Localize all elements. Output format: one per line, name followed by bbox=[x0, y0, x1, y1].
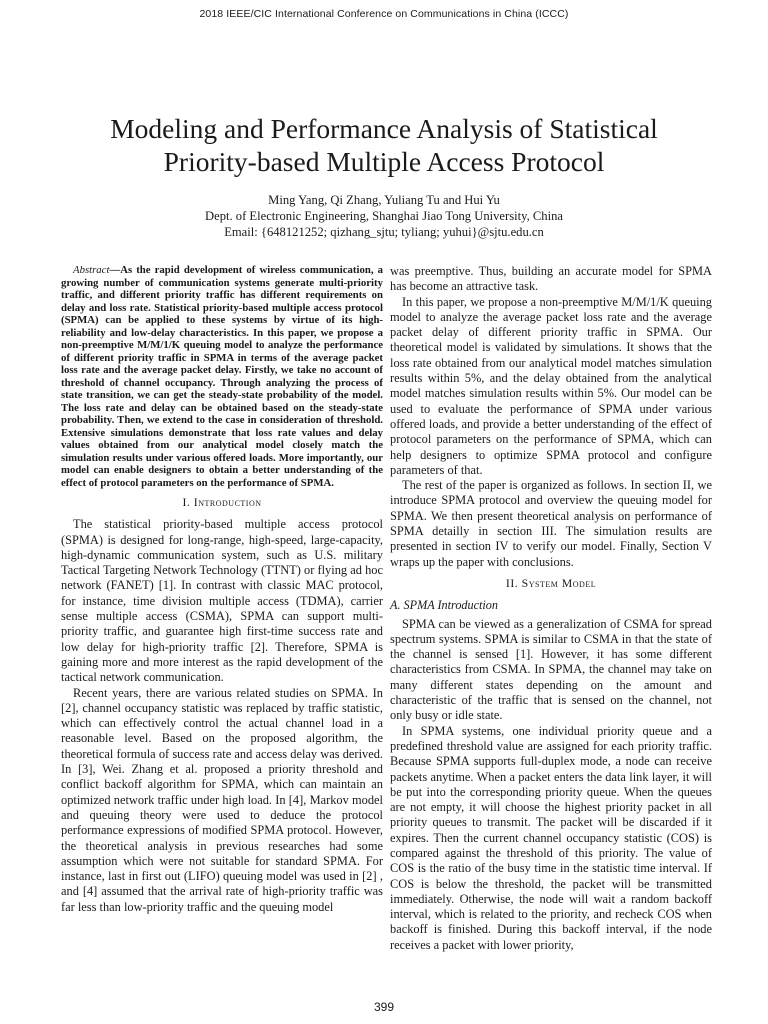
affiliation: Dept. of Electronic Engineering, Shanghai Jiao Tong University, China bbox=[205, 209, 563, 223]
author-block bbox=[40, 192, 728, 240]
organization-paragraph: The rest of the paper is organized as follows. In section II, we introduce SPMA protocol and overview the queuing model for SPMA. We then present theoretical analysis on performance of SPMA detailly in section III. The simulation results are presented in section IV to verify our model. Finally, Section V wraps up the paper with conclusions. bbox=[390, 478, 712, 569]
conference-header: 2018 IEEE/CIC International Conference on Communications in China (ICCC) bbox=[199, 8, 569, 20]
system-paragraph-2: In SPMA systems, one individual priority queue and a predefined threshold value are assigned for each priority traffic. Because SPMA supports full-duplex mode, a node can receive packets anytime. When a packet enters the data link layer, it will be put into the corresponding priority queue. When the queues are not empty, it will choose the highest priority packet in all priority queues to transmit. The packet will be discarded if it expires. Then the current channel occupancy statistic (COS) is compared against the threshold of this priority. The value of COS is the ratio of the busy time in the statistic time interval. If COS is below the threshold, the packet will be transmitted immediately. Otherwise, the node will wait a random backoff interval, which is related to the priority, and recheck COS when backoff is finished. During this backoff interval, if the node receives a packet with lower priority, bbox=[390, 723, 712, 952]
system-paragraph-1: SPMA can be viewed as a generalization of CSMA for spread spectrum systems. SPMA is similar to CSMA in that the state of the channel is sensed [1]. However, it has some different characteristics from CSMA. In SPMA, the channel may take on many different states depending on the amount and characteristic of the traffic that is sensed on the channel, not only busy or idle state. bbox=[390, 616, 712, 723]
left-column bbox=[61, 264, 383, 915]
author-names: Ming Yang, Qi Zhang, Yuliang Tu and Hui Yu bbox=[268, 193, 500, 207]
abstract-label: Abstract bbox=[73, 264, 110, 276]
subsection-heading-spma-introduction: A. SPMA Introduction bbox=[390, 598, 498, 613]
paper-title bbox=[40, 112, 728, 178]
section-heading-introduction: I. Introduction bbox=[182, 495, 262, 509]
title-line-1: Modeling and Performance Analysis of Statistical bbox=[110, 113, 658, 144]
intro-paragraph-1: The statistical priority-based multiple access protocol (SPMA) is designed for long-range, high-speed, large-capacity, high-dynamic communication system, such as U.S. military Tactical Targeting Network Technology (TTNT) or flying ad hoc network (FANET) [1]. In contrast with classic MAC protocol, for instance, time division multiple access (TDMA), carrier sense multiple access (CSMA), SPMA can support multi-priority traffic, and guarantee high first-time success rate and low delay for high-priority traffic [2]. Therefore, SPMA is gaining more and more interest as the rapid development of the tactical network communication. bbox=[61, 517, 383, 685]
contribution-paragraph: In this paper, we propose a non-preemptive M/M/1/K queuing model to analyze the average packet loss rate and the average packet delay of different priority traffic in SPMA. Our theoretical model is validated by simulations. It shows that the loss rate obtained from our analytical model matches simulation results within 5%, and the delay obtained from the analytical model matches simulation results within 5%. Our model can be used to evaluate the performance of SPMA under various offered loads, and provide a better understanding of the effect of protocol parameters on the performance of SPMA, which can help designers to optimize SPMA protocol and configure parameters of that. bbox=[390, 294, 712, 477]
title-line-2: Priority-based Multiple Access Protocol bbox=[163, 146, 605, 177]
email: Email: {648121252; qizhang_sjtu; tyliang; yuhui}@sjtu.edu.cn bbox=[224, 225, 544, 239]
abstract bbox=[61, 264, 383, 489]
abstract-text: —As the rapid development of wireless communication, a growing number of communication systems generate multi-priority traffic, and different priority traffic has different requirements on delay and loss rate. Statistical priority-based multiple access protocol (SPMA) can be applied to these systems by virtue of its high-reliability and low-delay characteristics. In this paper, we propose a non-preemptive M/M/1/K queuing model to analyze the performance of different priority traffic in SPMA in terms of the average packet loss rate and the average packet delay. Firstly, we take no account of threshold of channel occupancy. Through analyzing the process of state transition, we can get the steady-state probability of the model. The loss rate and delay can be obtained based on the steady-state probability. Then, we extend to the case in consideration of threshold. Extensive simulations demonstrate that loss rate values and delay values obtained from our analytical model closely match the simulation results under various offered loads. More importantly, our model can enable designers to obtain a better understanding of the effect of protocol parameters on the performance of SPMA. bbox=[61, 264, 383, 489]
section-heading-system-model: II. System Model bbox=[505, 575, 597, 590]
page-number: 399 bbox=[373, 1000, 395, 1014]
intro-paragraph-2: Recent years, there are various related studies on SPMA. In [2], channel occupancy statistic was replaced by traffic statistic, which can effectively control the actual channel load in a reasonable level. Based on the proposed algorithm, the theoretical formula of success rate and access delay was derived. In [3], Wei. Zhang et al. proposed a priority threshold and conflict backoff algorithm for SPMA, which can maintain an optimized network traffic under high load. In [4], Markov model and queuing theory were used to deduce the protocol performance expressions of modified SPMA protocol. However, the theoretical analysis in previous researches had some assumption which were not suitable for standard SPMA. For instance, last in first out (LIFO) queuing model was used in [2] , and [4] assumed that the arrival rate of high-priority traffic was far less than low-priority traffic and the queuing model bbox=[61, 685, 383, 914]
continued-paragraph: was preemptive. Thus, building an accurate model for SPMA has become an attractive task. bbox=[390, 264, 712, 294]
right-column bbox=[390, 264, 712, 953]
